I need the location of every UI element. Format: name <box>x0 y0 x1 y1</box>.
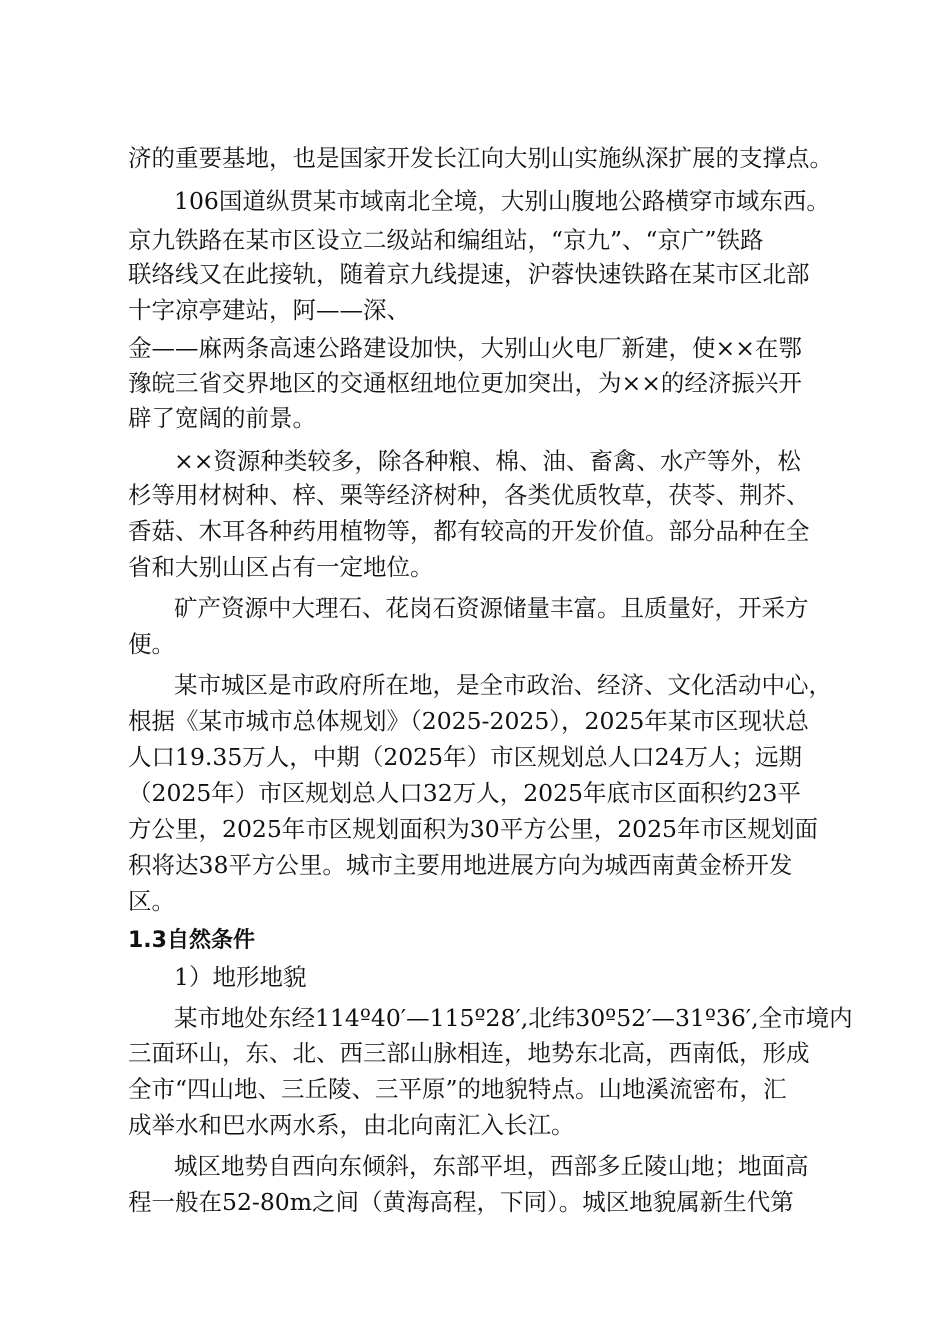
text-line: 程一般在52-80m之间（黄海高程，下同）。城区地貌属新生代第 <box>128 1188 794 1216</box>
text-line: 某市地处东经114º40′—115º28′,北纬30º52′—31º36′,全市境内 <box>174 1004 853 1032</box>
text-line: 人口19.35万人，中期（2025年）市区规划总人口24万人；远期 <box>128 743 802 771</box>
text-line: 区。 <box>128 887 175 915</box>
text-line: 省和大别山区占有一定地位。 <box>128 553 434 581</box>
text-line: 便。 <box>128 630 175 658</box>
text-line: ××资源种类较多，除各种粮、棉、油、畜禽、水产等外，松 <box>174 447 801 475</box>
text-line: （2025年）市区规划总人口32万人，2025年底市区面积约23平 <box>128 779 801 807</box>
text-line: 全市“四山地、三丘陵、三平原”的地貌特点。山地溪流密布，汇 <box>128 1075 787 1103</box>
text-line: 城区地势自西向东倾斜，东部平坦，西部多丘陵山地；地面高 <box>174 1152 809 1180</box>
text-line: 积将达38平方公里。城市主要用地进展方向为城西南黄金桥开发 <box>128 851 793 879</box>
text-line: 三面环山，东、北、西三部山脉相连，地势东北高，西南低，形成 <box>128 1039 810 1067</box>
text-line: 京九铁路在某市区设立二级站和编组站，“京九”、“京广”铁路 <box>128 226 764 254</box>
text-line: 联络线又在此接轨，随着京九线提速，沪蓉快速铁路在某市区北部 <box>128 260 810 288</box>
section-heading: 1.3自然条件 <box>128 928 255 953</box>
text-line: 成举水和巴水两水系，由北向南汇入长江。 <box>128 1111 575 1139</box>
text-line: 方公里，2025年市区规划面积为30平方公里，2025年市区规划面 <box>128 815 819 843</box>
text-line: 济的重要基地，也是国家开发长江向大别山实施纵深扩展的支撑点。 <box>128 144 833 172</box>
text-line: 香菇、木耳各种药用植物等，都有较高的开发价值。部分品种在全 <box>128 517 810 545</box>
text-line: 十字凉亭建站，阿——深、 <box>128 296 410 324</box>
text-line: 豫皖三省交界地区的交通枢纽地位更加突出，为××的经济振兴开 <box>128 369 802 397</box>
text-line: 矿产资源中大理石、花岗石资源储量丰富。且质量好，开采方 <box>174 594 809 622</box>
text-line: 根据《某市城市总体规划》（2025-2025），2025年某市区现状总 <box>128 707 809 735</box>
text-line: 辟了宽阔的前景。 <box>128 404 316 432</box>
subsection-heading: 1）地形地貌 <box>174 963 307 991</box>
text-line: 106国道纵贯某市域南北全境，大别山腹地公路横穿市域东西。 <box>174 187 830 215</box>
text-line: 杉等用材树种、梓、栗等经济树种，各类优质牧草，茯苓、荆芥、 <box>128 481 810 509</box>
text-line: 金——麻两条高速公路建设加快，大别山火电厂新建，使××在鄂 <box>128 334 802 362</box>
text-line: 某市城区是市政府所在地，是全市政治、经济、文化活动中心， <box>174 671 832 699</box>
